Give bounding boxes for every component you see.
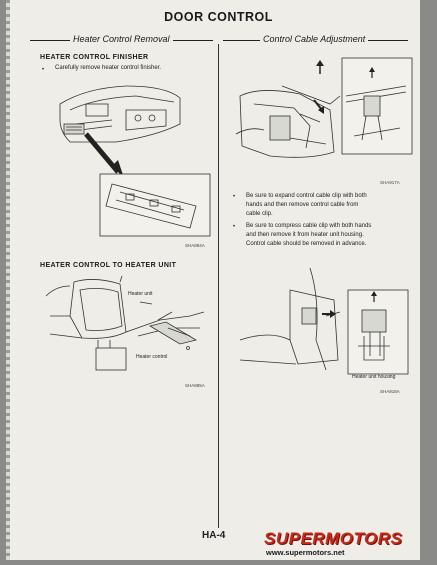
cable-note-1-line2: hands and then remove control cable from	[246, 202, 359, 208]
finisher-bullet: Carefully remove heater control finisher.	[55, 65, 162, 71]
page-title: DOOR CONTROL	[164, 10, 273, 24]
bullet-icon: •	[42, 67, 45, 73]
cable-note-2-line3: Control cable should be removed in advance.	[246, 241, 367, 247]
heater-unit-heading: HEATER CONTROL TO HEATER UNIT	[40, 262, 177, 269]
cable-note-2	[246, 222, 414, 249]
left-header: Heater Control Removal	[70, 34, 173, 44]
watermark-url: www.supermotors.net	[266, 548, 345, 557]
cable-note-1-line3: cable clip.	[246, 211, 273, 217]
label-heater-unit-housing: Heater unit housing	[352, 374, 396, 380]
cable-note-1	[246, 192, 414, 219]
cable-clip-illustration-bottom	[230, 260, 414, 388]
label-heater-unit: Heater unit	[128, 291, 153, 297]
column-divider	[218, 44, 219, 528]
figure-id-heater-unit: SHA885A	[185, 383, 205, 388]
watermark	[258, 527, 416, 559]
figure-id-cable-top: SHA917A	[380, 180, 400, 185]
bullet-icon: •	[233, 224, 236, 230]
cable-note-2-line1: Be sure to compress cable clip with both hands	[246, 223, 372, 229]
label-heater-control: Heater control	[136, 354, 168, 360]
bullet-icon: •	[233, 194, 236, 200]
figure-id-cable-bottom: SHA918A	[380, 389, 400, 394]
cable-clip-illustration-top	[230, 56, 414, 174]
binding-holes	[6, 0, 10, 560]
page-number: HA-4	[202, 530, 226, 541]
finisher-illustration	[56, 80, 216, 255]
figure-id-finisher: SHA884A	[185, 243, 205, 248]
watermark-brand: SUPERMOTORS	[264, 529, 403, 548]
finisher-heading: HEATER CONTROL FINISHER	[40, 54, 149, 61]
right-header: Control Cable Adjustment	[260, 34, 368, 44]
cable-note-1-line1: Be sure to expand control cable clip with both	[246, 193, 367, 199]
cable-note-2-line2: and then remove it from heater unit housing.	[246, 232, 364, 238]
